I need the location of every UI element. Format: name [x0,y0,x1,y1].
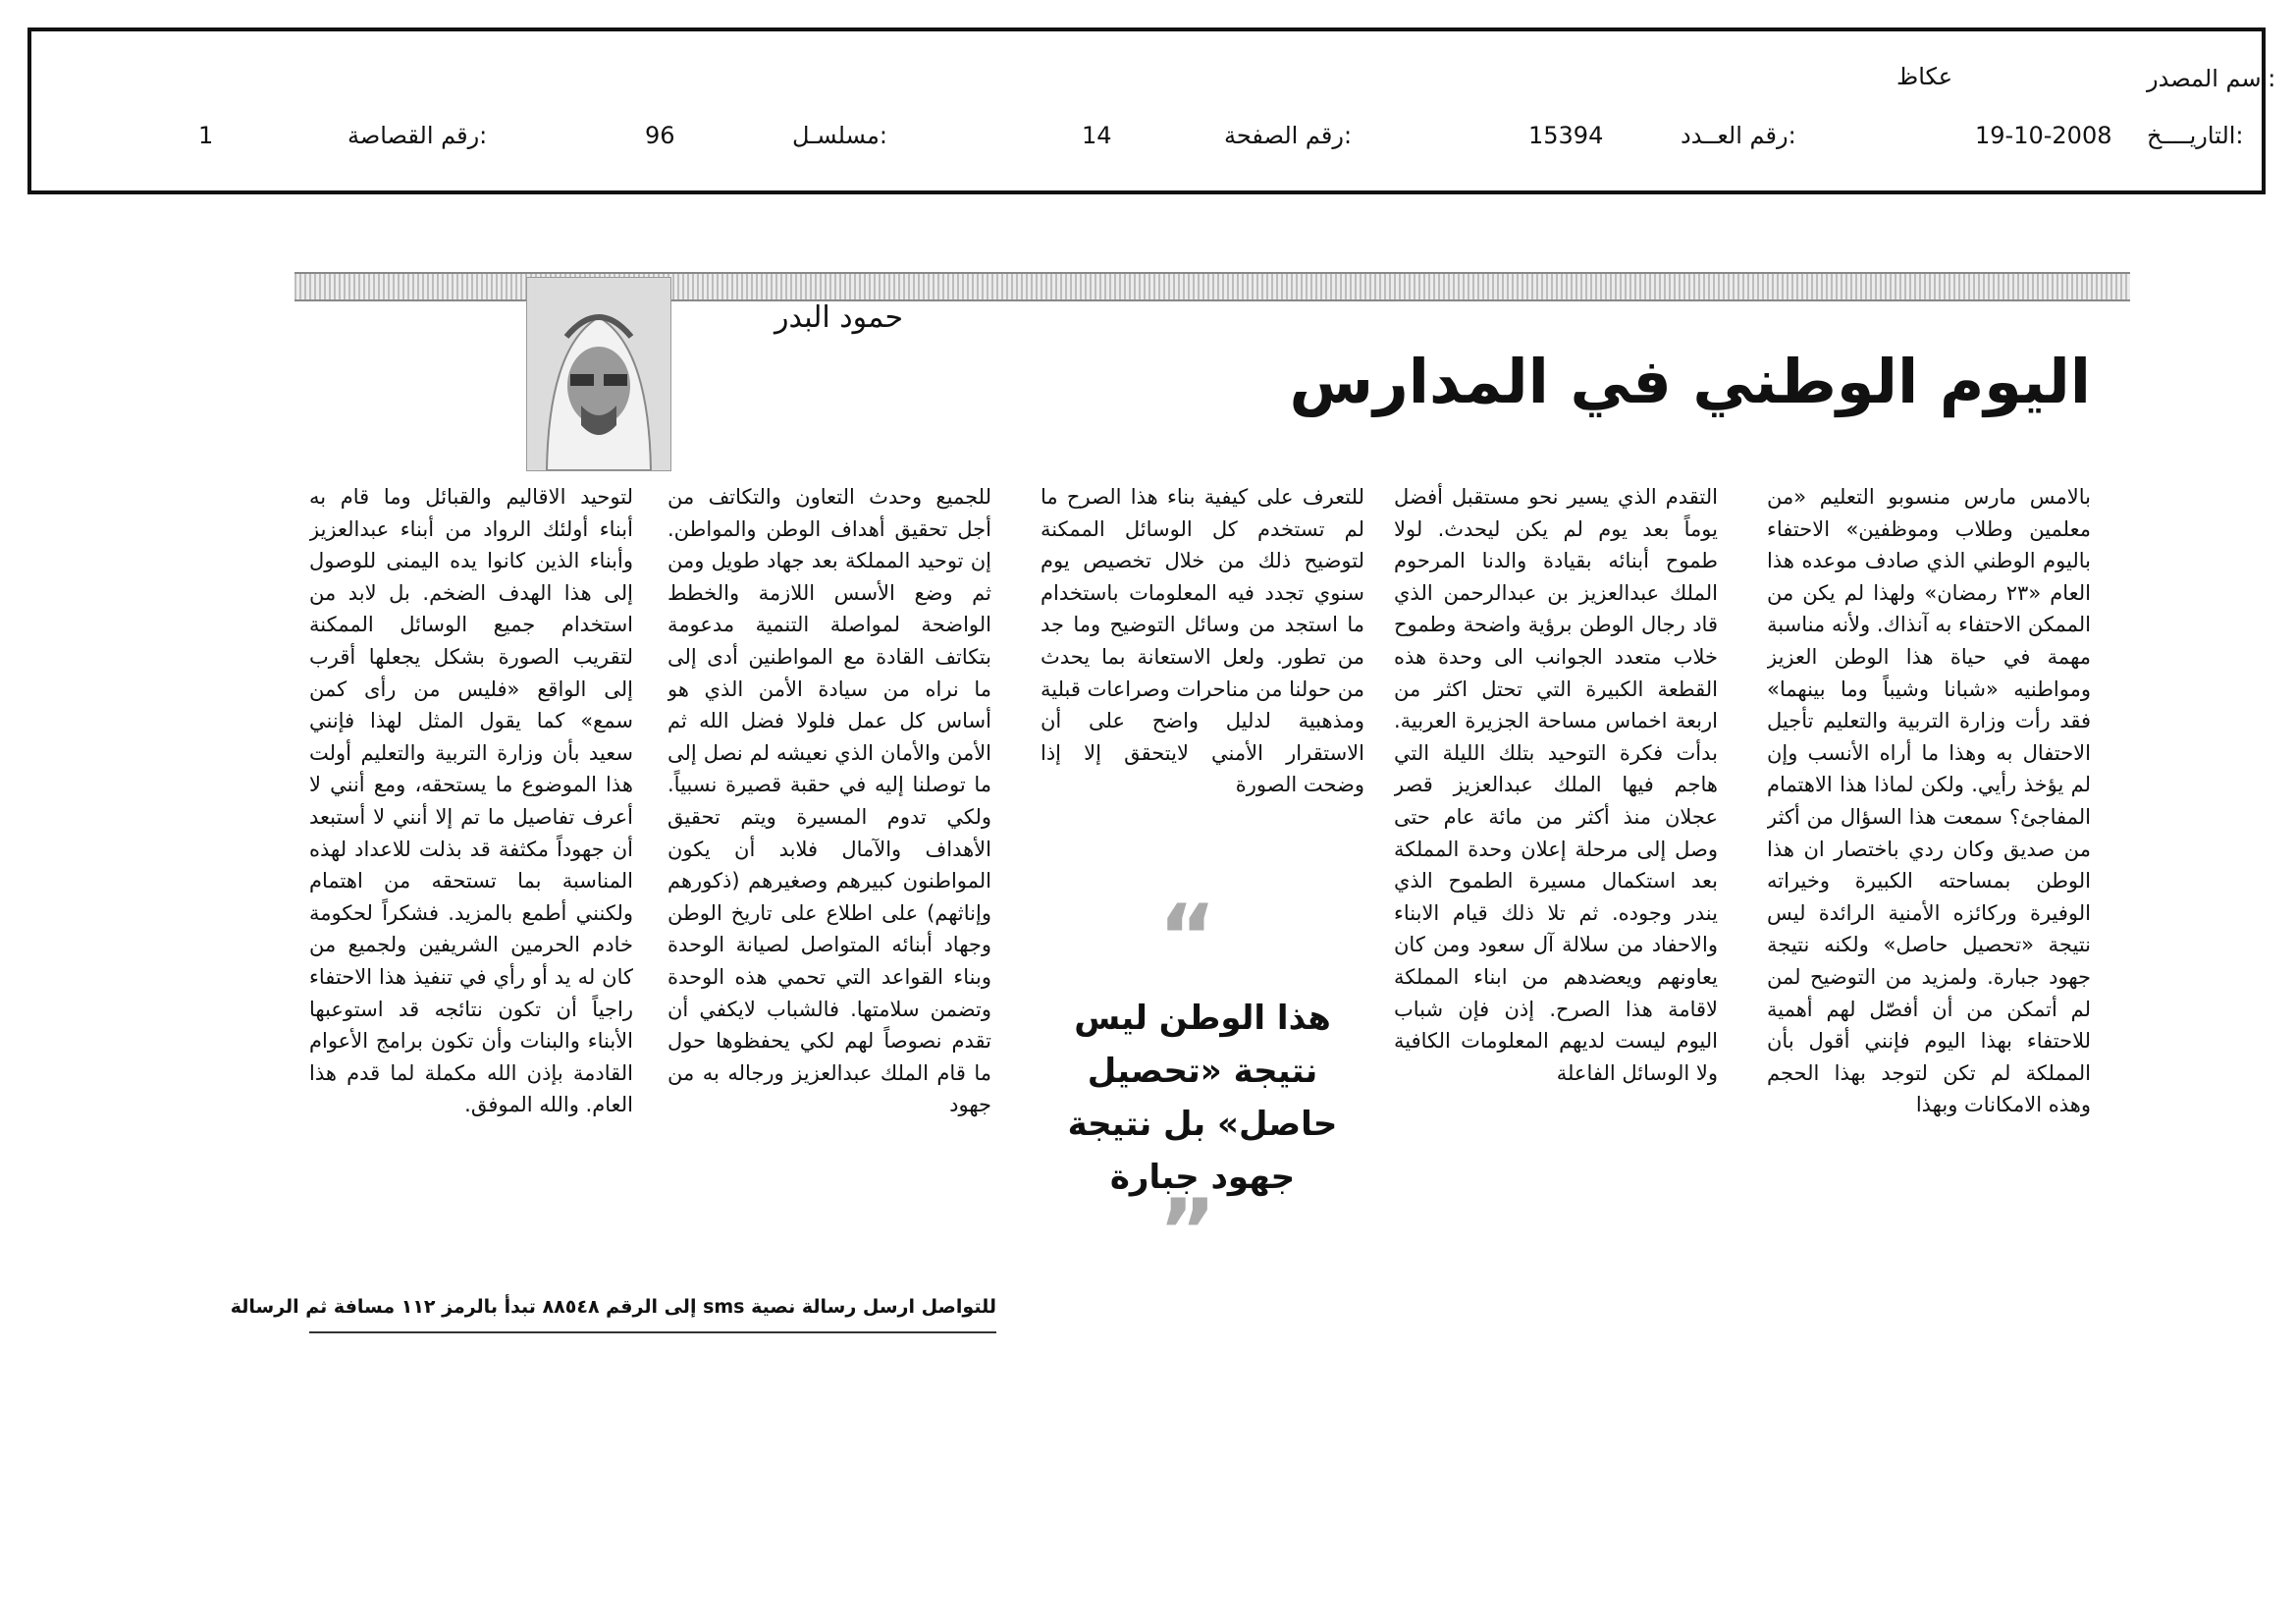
column-text: للتعرف على كيفية بناء هذا الصرح ما لم تستخدم كل الوسائل الممكنة لتوضيح ذلك من خلال تخصيص يوم سنوي تجدد فيه المعلومات باستخدام ما استجد من وسائل التوضيح وما جد من تطور. ولعل الاستعانة بما يحدث من حولنا من مناحرات وصراعات قبلية ومذهبية لدليل واضح على أن الاستقرار الأمني لايتحقق إلا إذا وضحت الصورة [1041,485,1364,797]
contact-footer: للتواصل ارسل رسالة نصية sms إلى الرقم ٨٨٥٤٨ تبدأ بالرمز ١١٢ مسافة ثم الرسالة [230,1296,996,1318]
author-photo [526,277,671,471]
article-title: اليوم الوطني في المدارس [1289,346,2091,417]
column-text: لتوحيد الاقاليم والقبائل وما قام به أبناء أولئك الرواد من أبناء عبدالعزيز وأبناء الذين كانوا يده اليمنى للوصول إلى هذا الهدف الضخم. بل لابد من استخدام جميع الوسائل الممكنة لتقريب الصورة بشكل يجعلها أقرب إلى الواقع «فليس من رأى كمن سمع» كما يقول المثل لهذا فإنني سعيد بأن وزارة التربية والتعليم أولت هذا الموضوع ما يستحقه، ومع أنني لا أعرف تفاصيل ما تم إلا أنني لا أستبعد أن جهوداً مكثفة قد بذلت للاعداد لهذه المناسبة بما تستحقه من اهتمام ولكنني أطمع بالمزيد. فشكراً لحكومة خادم الحرمين الشريفين ولجميع من كان له يد أو رأي في تنفيذ هذا الاحتفاء راجياً أن تكون نتائجه قد استوعبها الأبناء والبنات وأن تكون برامج الأعوام القادمة بإذن الله مكملة لما قدم هذا العام. والله الموفق. [309,485,633,1117]
footer-divider [309,1331,996,1333]
article-column-1 [1767,481,2091,1267]
serial-label: مسلسـل: [792,122,887,149]
clipping-header [27,27,2276,194]
pull-quote: هذا الوطن ليس نتيجة «تحصيل حاصل» بل نتيجة جهود جبارة [1067,999,1338,1197]
issue-label: رقم العــدد: [1681,122,1796,149]
article-column-4 [667,481,991,1267]
source-label: اسم المصدر: [2147,65,2276,92]
page-label: رقم الصفحة: [1224,122,1353,149]
author-name: حمود البدر [774,300,903,335]
clip-label: رقم القصاصة: [347,122,488,149]
article-column-5 [309,481,633,1267]
clip-value: 1 [198,122,214,149]
open-quote-icon: “ [1158,886,1217,989]
close-quote-icon: ” [1158,1180,1217,1283]
date-label: التاريــــخ: [2147,122,2244,149]
source-value: عكاظ [1896,63,1953,90]
column-text: التقدم الذي يسير نحو مستقبل أفضل يوماً بعد يوم لم يكن ليحدث. لولا طموح أبنائه بقيادة والدنا المرحوم الملك عبدالعزيز بن عبدالرحمن الذي قاد رجال الوطن برؤية واضحة وطموح خلاب متعدد الجوانب الى وحدة هذه القطعة الكبيرة التي تحتل اكثر من اربعة اخماس مساحة الجزيرة العربية. بدأت فكرة التوحيد بتلك الليلة التي هاجم فيها الملك عبدالعزيز قصر عجلان منذ أكثر من مائة عام حتى وصل إلى مرحلة إعلان وحدة المملكة بعد استكمال مسيرة الطموح الذي يندر وجوده. ثم تلا ذلك قيام الابناء والاحفاد من سلالة آل سعود ومن كان يعاونهم ويعضدهم من ابناء المملكة لاقامة هذا الصرح. إذن فإن شباب اليوم ليست لديهم المعلومات الكافية ولا الوسائل الفاعلة [1394,485,1718,1085]
issue-value: 15394 [1528,122,1604,149]
column-text: بالامس مارس منسوبو التعليم «من معلمين وطلاب وموظفين» الاحتفاء باليوم الوطني الذي صادف موعده هذا العام «٢٣ رمضان» ولهذا لم يكن من الممكن الاحتفاء به آنذاك. ولأنه مناسبة مهمة في حياة هذا الوطن العزيز ومواطنيه «شبانا وشيباً وما بينهما» فقد رأت وزارة التربية والتعليم تأجيل الاحتفال به وهذا ما أراه الأنسب وإن لم يؤخذ رأيي. ولكن لماذا هذا الاهتمام المفاجئ؟ سمعت هذا السؤال من أكثر من صديق وكان ردي باختصار ان هذا الوطن بمساحته الكبيرة وخيراته الوفيرة وركائزه الأمنية الرائدة ليس نتيجة «تحصيل حاصل» ولكنه نتيجة جهود جبارة. ولمزيد من التوضيح لمن لم أتمكن من أن أفصّل لهم أهمية للاحتفاء بهذا اليوم فإنني أقول بأن المملكة لم تكن لتوجد بهذا الحجم وهذه الامكانات وبهذا [1767,485,2091,1117]
date-value: 19-10-2008 [1975,122,2112,149]
column-text: للجميع وحدث التعاون والتكاتف من أجل تحقيق أهداف الوطن والمواطن. إن توحيد المملكة بعد جهاد طويل ومن ثم وضع الأسس اللازمة والخطط الواضحة لمواصلة التنمية مدعومة بتكاتف القادة مع المواطنين أدى إلى ما نراه من سيادة الأمن الذي هو أساس كل عمل فلولا فضل الله ثم الأمن والأمان الذي نعيشه لم نصل إلى ما توصلنا إليه في حقبة قصيرة نسبياً. ولكي تدوم المسيرة ويتم تحقيق الأهداف والآمال فلابد أن يكون المواطنون كبيرهم وصغيرهم (ذكورهم وإناثهم) على اطلاع على تاريخ الوطن وجهاد أبنائه المتواصل لصيانة الوحدة وبناء القواعد التي تحمي هذه الوحدة وتضمن سلامتها. فالشباب لايكفي أن تقدم نصوصاً لهم لكي يحفظوها حول ما قام الملك عبدالعزيز ورجاله به من جهود [667,485,991,1117]
author-portrait-icon [527,278,670,470]
article-column-3 [1041,481,1364,893]
serial-value: 96 [645,122,675,149]
article-column-2 [1394,481,1718,1267]
page-value: 14 [1082,122,1112,149]
